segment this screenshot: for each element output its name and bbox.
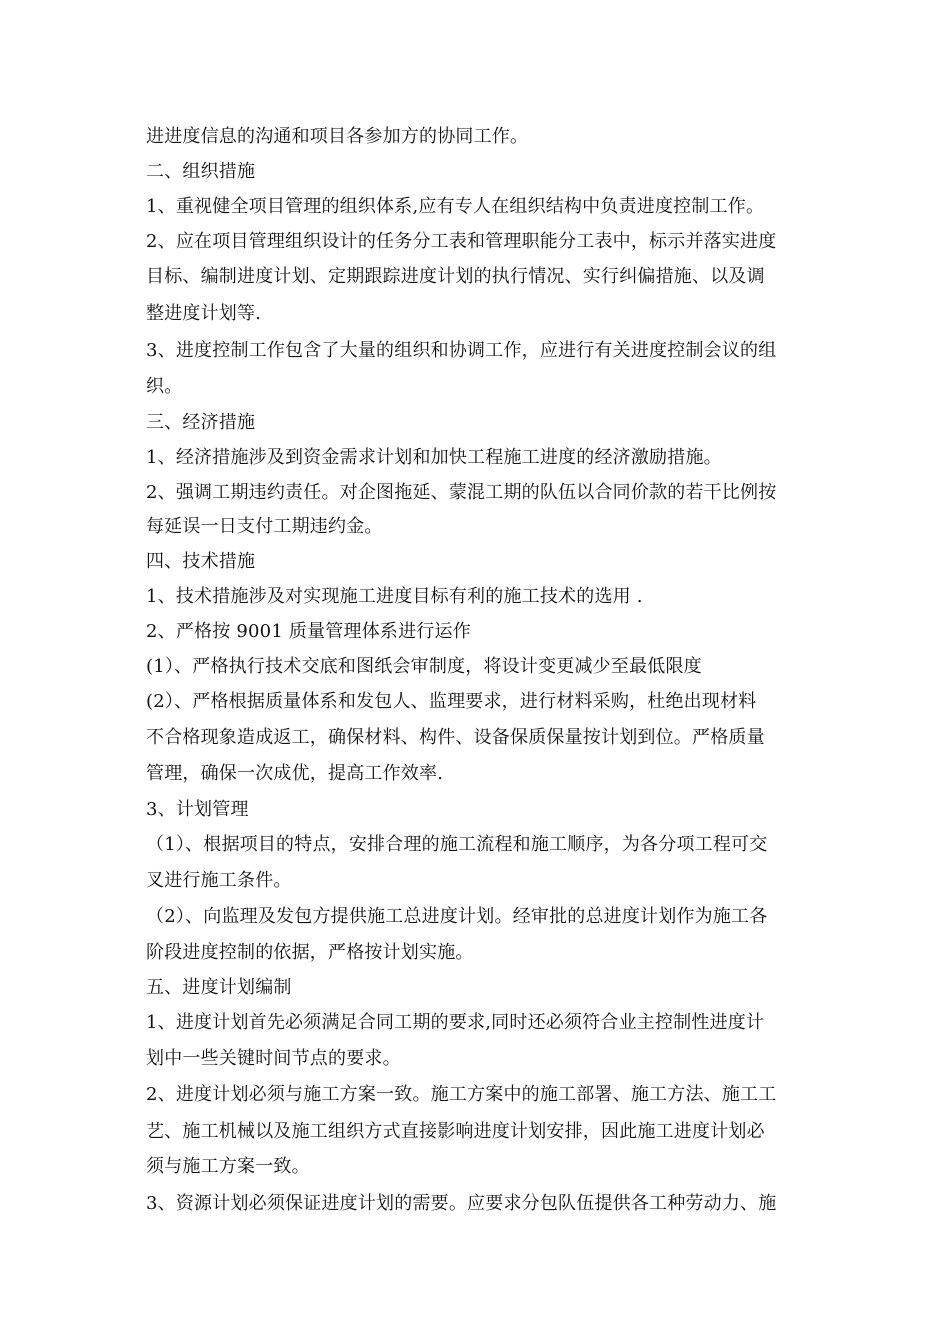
text-line: 叉进行施工条件。 <box>146 870 292 891</box>
text-line: 3、进度控制工作包含了大量的组织和协调工作，应进行有关进度控制会议的组 <box>146 340 777 361</box>
section-heading-technical: 四、技术措施 <box>146 551 256 572</box>
text-line: 艺、施工机械以及施工组织方式直接影响进度计划安排，因此施工进度计划必 <box>146 1121 765 1142</box>
text-line: 每延误一日支付工期违约金。 <box>146 516 383 537</box>
text-line: 2、应在项目管理组织设计的任务分工表和管理职能分工表中，标示并落实进度 <box>146 231 777 252</box>
text-line: 进进度信息的沟通和项目各参加方的协同工作。 <box>146 126 529 147</box>
text-line: 整进度计划等. <box>146 303 262 324</box>
text-line: (2）、严格根据质量体系和发包人、监理要求，进行材料采购，杜绝出现材料 <box>146 691 757 712</box>
text-line: 须与施工方案一致。 <box>146 1156 310 1177</box>
section-heading-organization: 二、组织措施 <box>146 161 256 182</box>
text-line: 1、技术措施涉及对实现施工进度目标有利的施工技术的选用 . <box>146 586 643 607</box>
text-line: 阶段进度控制的依据，严格按计划实施。 <box>146 942 474 963</box>
text-line: 1、重视健全项目管理的组织体系,应有专人在组织结构中负责进度控制工作。 <box>146 196 765 217</box>
text-line: 2、严格按 9001 质量管理体系进行运作 <box>146 621 471 642</box>
text-line: 2、强调工期违约责任。对企图拖延、蒙混工期的队伍以合同价款的若干比例按 <box>146 482 777 503</box>
text-line: (1）、严格执行技术交底和图纸会审制度，将设计变更减少至最低限度 <box>146 656 702 677</box>
text-line: 不合格现象造成返工，确保材料、构件、设备保质保量按计划到位。严格质量 <box>146 727 765 748</box>
section-heading-economic: 三、经济措施 <box>146 412 256 433</box>
text-line: 目标、编制进度计划、定期跟踪进度计划的执行情况、实行纠偏措施、以及调 <box>146 266 765 287</box>
text-line: 3、计划管理 <box>146 799 249 820</box>
text-line: 织。 <box>146 376 183 397</box>
text-line: （1）、根据项目的特点，安排合理的施工流程和施工顺序，为各分项工程可交 <box>146 834 768 855</box>
text-line: 1、进度计划首先必须满足合同工期的要求,同时还必须符合业主控制性进度计 <box>146 1012 765 1033</box>
text-line: 1、经济措施涉及到资金需求计划和加快工程施工进度的经济激励措施。 <box>146 447 722 468</box>
section-heading-schedule: 五、进度计划编制 <box>146 977 292 998</box>
text-line: 3、资源计划必须保证进度计划的需要。应要求分包队伍提供各工种劳动力、施 <box>146 1193 777 1214</box>
text-line: （2）、向监理及发包方提供施工总进度计划。经审批的总进度计划作为施工各 <box>146 906 768 927</box>
text-line: 划中一些关键时间节点的要求。 <box>146 1048 401 1069</box>
text-line: 2、进度计划必须与施工方案一致。施工方案中的施工部署、施工方法、施工工 <box>146 1084 777 1105</box>
text-line: 管理，确保一次成优，提高工作效率. <box>146 763 444 784</box>
